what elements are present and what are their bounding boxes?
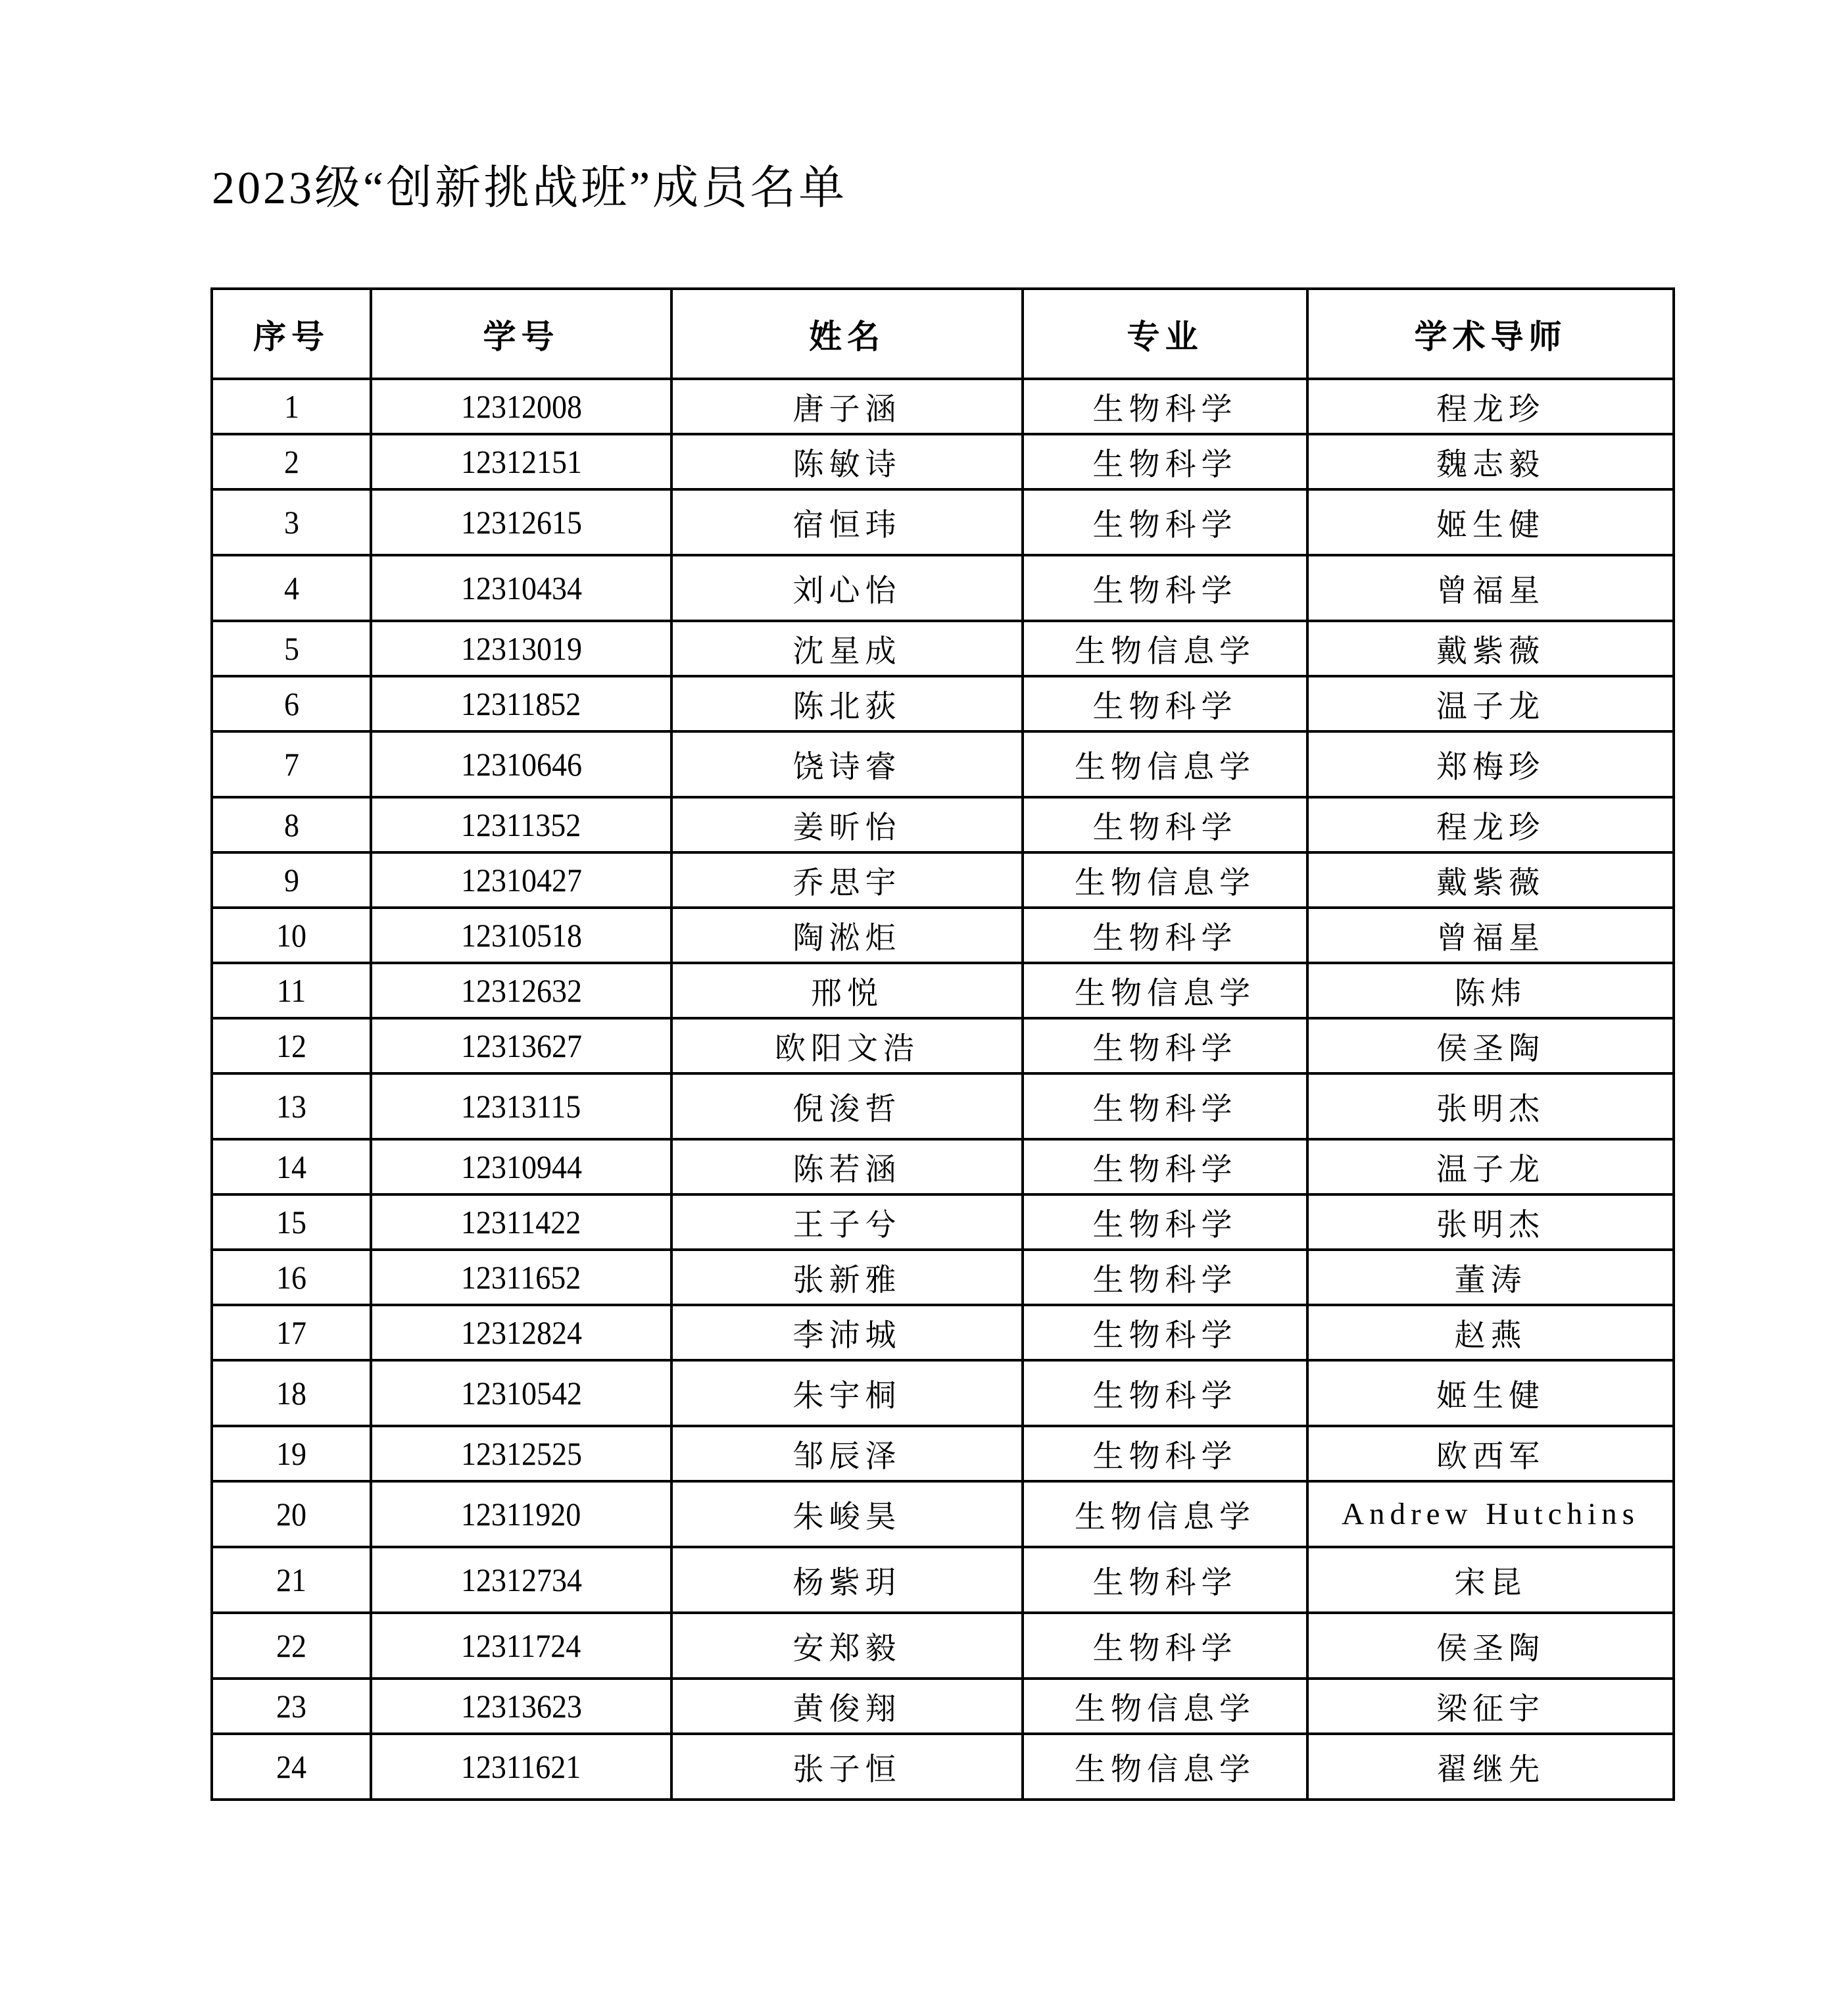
cell-major-text: 生物科学 [1092,508,1238,543]
cell-name [671,852,1023,908]
cell-major-text: 生物科学 [1092,1379,1238,1413]
cell-advisor [1307,1547,1674,1613]
cell-name-text: 李沛城 [792,1318,902,1353]
cell-student-id-text: 12310944 [460,1148,582,1185]
cell-advisor [1307,731,1674,797]
cell-index [212,1073,371,1139]
column-header-major: 专业 [1023,289,1307,379]
cell-major-text: 生物科学 [1092,1439,1238,1474]
cell-name [671,908,1023,963]
cell-student-id-text: 12312525 [460,1435,582,1472]
cell-name-text: 张新雅 [792,1263,902,1298]
cell-index-text: 16 [276,1259,306,1296]
cell-major-text: 生物信息学 [1075,976,1255,1011]
table-row [212,1734,1674,1800]
cell-name-text: 刘心怡 [792,574,902,608]
cell-student-id [371,1481,671,1547]
table-row [212,1360,1674,1426]
cell-index [212,489,371,555]
cell-major-text: 生物科学 [1092,1631,1238,1666]
cell-major-text: 生物科学 [1092,1092,1238,1127]
cell-advisor [1307,1194,1674,1250]
cell-major-text: 生物信息学 [1075,750,1255,785]
cell-index [212,676,371,731]
cell-advisor [1307,1613,1674,1679]
cell-index-text: 14 [276,1148,306,1185]
cell-major [1023,1613,1307,1679]
cell-index [212,963,371,1018]
cell-student-id [371,1139,671,1194]
cell-name [671,555,1023,621]
cell-advisor-text: 张明杰 [1436,1092,1545,1127]
cell-student-id [371,1426,671,1481]
cell-index-text: 12 [276,1027,306,1064]
table-row [212,1194,1674,1250]
cell-name [671,731,1023,797]
cell-student-id-text: 12312008 [460,388,582,425]
table-row [212,1018,1674,1073]
cell-student-id-text: 12310518 [460,917,582,954]
cell-advisor [1307,1481,1674,1547]
cell-index-text: 11 [276,972,306,1009]
cell-advisor-text: 魏志毅 [1436,447,1545,482]
cell-advisor [1307,621,1674,676]
cell-index [212,1547,371,1613]
document-title: 2023级“创新挑战班”成员名单 [212,163,848,214]
cell-major [1023,434,1307,489]
table-header-row [212,289,1674,379]
table-row [212,1426,1674,1481]
cell-major [1023,555,1307,621]
cell-name-text: 陈北荻 [792,689,902,724]
cell-name-text: 王子兮 [792,1208,902,1242]
table-row [212,1481,1674,1547]
table-body [212,379,1674,1800]
cell-student-id-text: 12312824 [460,1314,582,1351]
cell-name-text: 欧阳文浩 [775,1031,919,1066]
table-row [212,379,1674,434]
cell-advisor-text: 姬生健 [1436,1379,1545,1413]
column-header-index: 序号 [212,289,371,379]
cell-index-text: 21 [276,1561,306,1598]
cell-index [212,555,371,621]
cell-index [212,1250,371,1305]
cell-advisor-text: 程龙珍 [1436,392,1545,427]
cell-advisor [1307,1360,1674,1426]
cell-index [212,1305,371,1360]
cell-student-id [371,852,671,908]
cell-advisor-text: 陈炜 [1454,976,1527,1011]
cell-major-text: 生物科学 [1092,1565,1238,1600]
cell-index-text: 1 [283,388,299,425]
cell-major-text: 生物科学 [1092,1031,1238,1066]
cell-major [1023,489,1307,555]
cell-advisor [1307,489,1674,555]
cell-name [671,1018,1023,1073]
cell-student-id [371,1360,671,1426]
cell-name-text: 姜昕怡 [792,810,902,845]
cell-name-text: 安郑毅 [792,1631,902,1666]
cell-major-text: 生物信息学 [1075,1752,1255,1787]
cell-index [212,1734,371,1800]
cell-advisor-text: 曾福星 [1436,921,1545,956]
table-row [212,963,1674,1018]
cell-name-text: 饶诗睿 [792,750,902,785]
cell-name-text: 陈若涵 [792,1152,902,1187]
cell-name [671,1547,1023,1613]
cell-major-text: 生物科学 [1092,810,1238,845]
cell-major-text: 生物信息学 [1075,1692,1255,1727]
table-row [212,1547,1674,1613]
cell-name [671,379,1023,434]
cell-name [671,1360,1023,1426]
table-row [212,1073,1674,1139]
cell-major [1023,1073,1307,1139]
cell-student-id-text: 12313627 [460,1027,582,1064]
cell-index [212,852,371,908]
cell-student-id [371,621,671,676]
cell-student-id [371,1305,671,1360]
cell-student-id-text: 12310427 [460,862,582,898]
cell-student-id [371,731,671,797]
table-row [212,1250,1674,1305]
cell-index-text: 22 [276,1627,306,1664]
cell-index [212,434,371,489]
cell-index [212,1194,371,1250]
cell-advisor [1307,676,1674,731]
cell-name [671,1481,1023,1547]
cell-student-id [371,963,671,1018]
cell-index-text: 13 [276,1088,306,1125]
cell-name [671,1305,1023,1360]
cell-advisor-text: Andrew Hutchins [1342,1497,1640,1531]
cell-student-id-text: 12311920 [461,1496,581,1533]
cell-major [1023,1194,1307,1250]
cell-index-text: 5 [283,630,299,667]
cell-index-text: 2 [283,443,299,480]
cell-index [212,731,371,797]
cell-advisor-text: 欧西军 [1436,1439,1545,1474]
cell-index [212,1018,371,1073]
member-roster-table [210,287,1675,1801]
table-row [212,489,1674,555]
cell-advisor-text: 姬生健 [1436,508,1545,543]
cell-index [212,1426,371,1481]
cell-index-text: 17 [276,1314,306,1351]
cell-advisor-text: 赵燕 [1454,1318,1527,1353]
cell-name [671,1073,1023,1139]
cell-advisor-text: 郑梅珍 [1436,750,1545,785]
cell-index [212,1613,371,1679]
cell-name [671,676,1023,731]
cell-name-text: 张子恒 [792,1752,902,1787]
cell-name [671,434,1023,489]
cell-index [212,797,371,852]
cell-major [1023,621,1307,676]
cell-student-id [371,1734,671,1800]
cell-index [212,1481,371,1547]
cell-advisor [1307,852,1674,908]
cell-name [671,1734,1023,1800]
cell-major-text: 生物科学 [1092,1152,1238,1187]
cell-student-id [371,555,671,621]
cell-name [671,1250,1023,1305]
cell-major-text: 生物信息学 [1075,634,1255,669]
cell-major [1023,1305,1307,1360]
cell-major [1023,1250,1307,1305]
cell-name [671,621,1023,676]
cell-name [671,963,1023,1018]
cell-name-text: 邢悦 [811,976,883,1011]
cell-major [1023,1547,1307,1613]
cell-name [671,489,1023,555]
column-header-student-id: 学号 [371,289,671,379]
cell-advisor [1307,963,1674,1018]
cell-student-id [371,379,671,434]
cell-advisor [1307,1426,1674,1481]
cell-major [1023,1360,1307,1426]
table-row [212,434,1674,489]
cell-student-id-text: 12311852 [461,685,581,722]
cell-name-text: 陶淞炬 [792,921,902,956]
cell-advisor-text: 宋昆 [1454,1565,1527,1600]
cell-index [212,1360,371,1426]
cell-advisor-text: 戴紫薇 [1436,866,1545,900]
cell-student-id [371,1194,671,1250]
cell-major-text: 生物科学 [1092,921,1238,956]
cell-advisor-text: 温子龙 [1436,689,1545,724]
cell-index-text: 19 [276,1435,306,1472]
cell-index-text: 24 [276,1748,306,1785]
cell-index-text: 10 [276,917,306,954]
cell-name-text: 杨紫玥 [792,1565,902,1600]
cell-advisor [1307,1734,1674,1800]
cell-advisor [1307,1073,1674,1139]
cell-advisor [1307,555,1674,621]
cell-index-text: 15 [276,1204,306,1240]
table-row [212,852,1674,908]
cell-student-id-text: 12312151 [460,443,582,480]
cell-major [1023,379,1307,434]
cell-advisor [1307,379,1674,434]
cell-student-id [371,434,671,489]
cell-major [1023,1139,1307,1194]
cell-name-text: 朱峻昊 [792,1500,902,1535]
column-header-name: 姓名 [671,289,1023,379]
cell-student-id [371,1018,671,1073]
cell-index-text: 3 [283,504,299,541]
cell-student-id-text: 12310646 [460,746,582,783]
cell-major [1023,676,1307,731]
cell-student-id-text: 12312632 [460,972,582,1009]
cell-name-text: 朱宇桐 [792,1379,902,1413]
table-row [212,1613,1674,1679]
cell-student-id [371,1073,671,1139]
cell-index-text: 7 [283,746,299,783]
cell-index-text: 8 [283,806,299,843]
cell-student-id [371,1679,671,1734]
cell-major [1023,1018,1307,1073]
cell-index [212,1139,371,1194]
cell-advisor [1307,1679,1674,1734]
cell-student-id [371,1250,671,1305]
cell-student-id-text: 12311621 [461,1748,581,1785]
cell-name-text: 陈敏诗 [792,447,902,482]
cell-name-text: 沈星成 [792,634,902,669]
cell-name-text: 倪浚哲 [792,1092,902,1127]
cell-name [671,1679,1023,1734]
cell-student-id [371,908,671,963]
cell-name-text: 唐子涵 [792,392,902,427]
cell-major-text: 生物科学 [1092,1263,1238,1298]
cell-name-text: 宿恒玮 [792,508,902,543]
cell-advisor [1307,908,1674,963]
cell-advisor-text: 翟继先 [1436,1752,1545,1787]
cell-name [671,1426,1023,1481]
cell-major-text: 生物科学 [1092,689,1238,724]
cell-advisor-text: 侯圣陶 [1436,1631,1545,1666]
cell-advisor [1307,1250,1674,1305]
cell-advisor-text: 温子龙 [1436,1152,1545,1187]
cell-major-text: 生物科学 [1092,574,1238,608]
cell-student-id [371,1613,671,1679]
cell-index-text: 9 [283,862,299,898]
cell-student-id [371,797,671,852]
cell-student-id [371,676,671,731]
cell-student-id-text: 12311422 [461,1204,581,1240]
cell-advisor [1307,434,1674,489]
cell-major [1023,963,1307,1018]
cell-major [1023,1679,1307,1734]
cell-index [212,908,371,963]
column-header-advisor: 学术导师 [1307,289,1674,379]
cell-name [671,797,1023,852]
table-row [212,797,1674,852]
cell-advisor-text: 程龙珍 [1436,810,1545,845]
cell-name-text: 邹辰泽 [792,1439,902,1474]
table-row [212,908,1674,963]
cell-index-text: 4 [283,570,299,606]
cell-student-id [371,489,671,555]
cell-major [1023,797,1307,852]
cell-index-text: 23 [276,1688,306,1725]
table-row [212,731,1674,797]
cell-student-id-text: 12311352 [461,806,581,843]
cell-advisor-text: 张明杰 [1436,1208,1545,1242]
cell-name [671,1613,1023,1679]
cell-student-id-text: 12311652 [461,1259,581,1296]
cell-major-text: 生物科学 [1092,447,1238,482]
table-row [212,676,1674,731]
cell-name-text: 黄俊翔 [792,1692,902,1727]
cell-name-text: 乔思宇 [792,866,902,900]
cell-advisor [1307,1305,1674,1360]
cell-major [1023,1426,1307,1481]
cell-student-id-text: 12311724 [461,1627,581,1664]
cell-student-id-text: 12313019 [460,630,582,667]
cell-student-id-text: 12313115 [461,1088,581,1125]
cell-student-id-text: 12312734 [460,1561,582,1598]
cell-major-text: 生物信息学 [1075,866,1255,900]
cell-name [671,1194,1023,1250]
cell-advisor-text: 戴紫薇 [1436,634,1545,669]
cell-index [212,1679,371,1734]
cell-student-id-text: 12312615 [460,504,582,541]
cell-index [212,379,371,434]
table-row [212,1139,1674,1194]
cell-index-text: 18 [276,1375,306,1412]
cell-student-id [371,1547,671,1613]
cell-major-text: 生物信息学 [1075,1500,1255,1535]
cell-student-id-text: 12310542 [460,1375,582,1412]
cell-name [671,1139,1023,1194]
cell-advisor-text: 梁征宇 [1436,1692,1545,1727]
cell-major-text: 生物科学 [1092,392,1238,427]
cell-advisor [1307,1139,1674,1194]
cell-advisor [1307,797,1674,852]
cell-major [1023,1734,1307,1800]
table-row [212,555,1674,621]
cell-advisor-text: 董涛 [1454,1263,1527,1298]
cell-major-text: 生物科学 [1092,1318,1238,1353]
cell-index-text: 20 [276,1496,306,1533]
cell-major [1023,1481,1307,1547]
cell-index [212,621,371,676]
cell-major-text: 生物科学 [1092,1208,1238,1242]
table-row [212,1305,1674,1360]
table-row [212,1679,1674,1734]
cell-student-id-text: 12313623 [460,1688,582,1725]
table-row [212,621,1674,676]
cell-advisor [1307,1018,1674,1073]
cell-advisor-text: 侯圣陶 [1436,1031,1545,1066]
cell-major [1023,852,1307,908]
cell-student-id-text: 12310434 [460,570,582,606]
cell-major [1023,908,1307,963]
cell-advisor-text: 曾福星 [1436,574,1545,608]
cell-major [1023,731,1307,797]
cell-index-text: 6 [283,685,299,722]
